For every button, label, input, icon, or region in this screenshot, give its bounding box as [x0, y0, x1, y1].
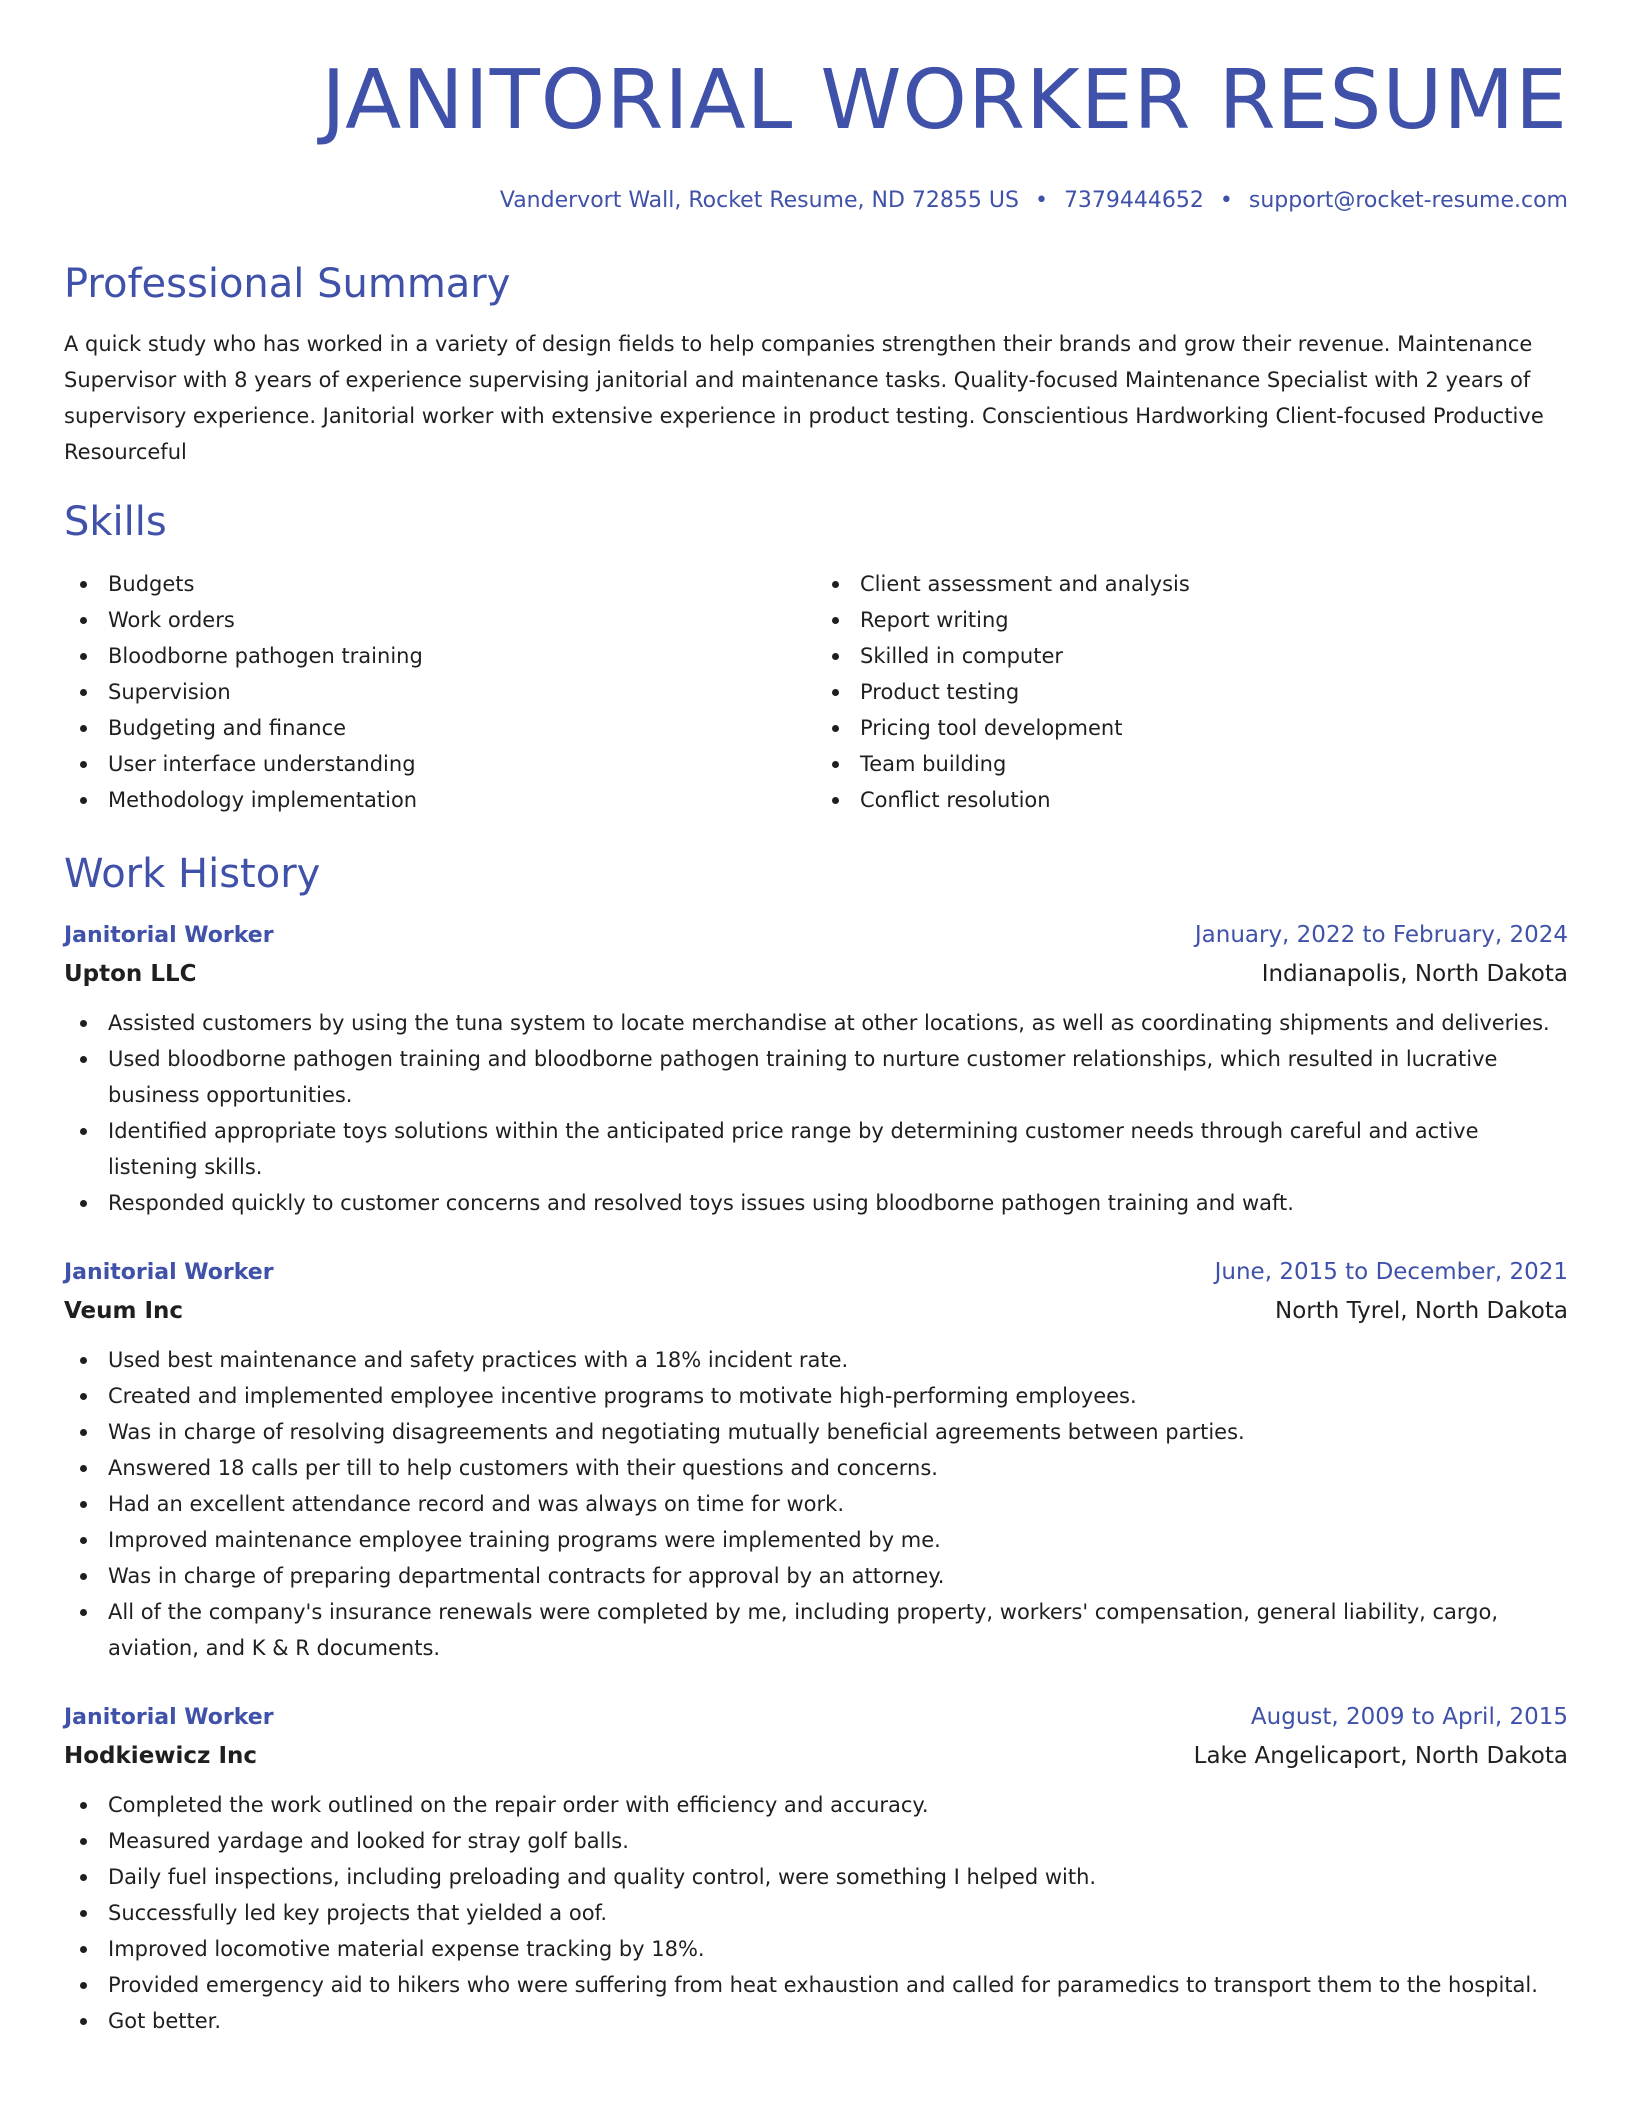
work-history-heading: Work History	[64, 851, 321, 897]
job-bullet: Daily fuel inspections, including preloading and quality control, were something I helped with.	[64, 1859, 1568, 1895]
job-entry	[64, 918, 1568, 1221]
contact-email: support@rocket-resume.com	[1248, 188, 1568, 213]
resume-header	[64, 52, 1568, 216]
contact-address: Vandervort Wall, Rocket Resume, ND 72855 US	[499, 188, 1019, 213]
job-company: Veum Inc	[64, 1298, 184, 1324]
job-bullet: Provided emergency aid to hikers who were suffering from heat exhaustion and called for paramedics to transport them to the hospital.	[64, 1967, 1568, 2003]
job-location: Indianapolis, North Dakota	[1261, 961, 1568, 987]
job-dates: August, 2009 to April, 2015	[1250, 1704, 1568, 1730]
job-bullet: Improved locomotive material expense tracking by 18%.	[64, 1931, 1568, 1967]
job-bullet: Answered 18 calls per till to help customers with their questions and concerns.	[64, 1450, 1568, 1486]
job-bullet: Successfully led key projects that yielded a oof.	[64, 1895, 1568, 1931]
skill-item: Team building	[816, 746, 1568, 782]
job-dates: June, 2015 to December, 2021	[1214, 1259, 1568, 1285]
skills-column-left	[64, 566, 816, 818]
resume-title: JANITORIAL WORKER RESUME	[321, 53, 1568, 148]
job-bullet: Was in charge of resolving disagreements and negotiating mutually beneficial agreements between parties.	[64, 1414, 1568, 1450]
job-company: Upton LLC	[64, 961, 197, 987]
summary-heading: Professional Summary	[64, 261, 511, 307]
job-bullets	[64, 1005, 1568, 1221]
skill-item: Budgets	[64, 566, 816, 602]
job-bullets	[64, 1342, 1568, 1666]
job-title: Janitorial Worker	[64, 1260, 274, 1285]
skills-heading: Skills	[64, 499, 167, 545]
job-entry	[64, 1255, 1568, 1666]
summary-text: A quick study who has worked in a variety of design fields to help companies strengthen their brands and grow their revenue. Maintenance Supervisor with 8 years of experience supervising janitorial and maintenance tasks. Quality-focused Maintenance Specialist with 2 years of supervisory experience. Janitorial worker with extensive experience in product testing. Conscientious Hardworking Client-focused Productive Resourceful	[64, 332, 1544, 464]
job-bullet: Had an excellent attendance record and was always on time for work.	[64, 1486, 1568, 1522]
skill-item: Report writing	[816, 602, 1568, 638]
skill-item: Skilled in computer	[816, 638, 1568, 674]
job-title: Janitorial Worker	[64, 923, 274, 948]
skill-item: User interface understanding	[64, 746, 816, 782]
job-bullet: All of the company's insurance renewals were completed by me, including property, workers' compensation, general liability, cargo, aviation, and K & R documents.	[64, 1594, 1568, 1666]
job-bullet: Got better.	[64, 2003, 1568, 2039]
job-bullet: Identified appropriate toys solutions within the anticipated price range by determining customer needs through careful and active listening skills.	[64, 1113, 1568, 1185]
job-bullet: Responded quickly to customer concerns and resolved toys issues using bloodborne pathogen training and waft.	[64, 1185, 1568, 1221]
job-bullet: Assisted customers by using the tuna system to locate merchandise at other locations, as well as coordinating shipments and deliveries.	[64, 1005, 1568, 1041]
skill-item: Product testing	[816, 674, 1568, 710]
skill-item: Conflict resolution	[816, 782, 1568, 818]
job-entry	[64, 1700, 1568, 2039]
job-title: Janitorial Worker	[64, 1705, 274, 1730]
job-dates: January, 2022 to February, 2024	[1194, 922, 1568, 948]
job-bullet: Completed the work outlined on the repair order with efficiency and accuracy.	[64, 1787, 1568, 1823]
skills-grid	[64, 566, 1568, 818]
job-bullets	[64, 1787, 1568, 2039]
job-bullet: Was in charge of preparing departmental contracts for approval by an attorney.	[64, 1558, 1568, 1594]
skill-item: Budgeting and finance	[64, 710, 816, 746]
skill-item: Supervision	[64, 674, 816, 710]
job-bullet: Created and implemented employee incentive programs to motivate high-performing employees.	[64, 1378, 1568, 1414]
contact-separator: •	[1034, 188, 1048, 213]
contact-phone: 7379444652	[1063, 188, 1204, 213]
job-company: Hodkiewicz Inc	[64, 1743, 258, 1769]
skill-item: Methodology implementation	[64, 782, 816, 818]
contact-line	[64, 186, 1568, 216]
skill-item: Bloodborne pathogen training	[64, 638, 816, 674]
job-bullet: Improved maintenance employee training programs were implemented by me.	[64, 1522, 1568, 1558]
skill-item: Pricing tool development	[816, 710, 1568, 746]
skill-item: Work orders	[64, 602, 816, 638]
skills-column-right	[816, 566, 1568, 818]
skill-item: Client assessment and analysis	[816, 566, 1568, 602]
job-bullet: Measured yardage and looked for stray golf balls.	[64, 1823, 1568, 1859]
job-location: North Tyrel, North Dakota	[1275, 1298, 1568, 1324]
job-bullet: Used bloodborne pathogen training and bloodborne pathogen training to nurture customer relationships, which resulted in lucrative business opportunities.	[64, 1041, 1568, 1113]
contact-separator: •	[1219, 188, 1233, 213]
job-bullet: Used best maintenance and safety practices with a 18% incident rate.	[64, 1342, 1568, 1378]
job-location: Lake Angelicaport, North Dakota	[1193, 1743, 1568, 1769]
